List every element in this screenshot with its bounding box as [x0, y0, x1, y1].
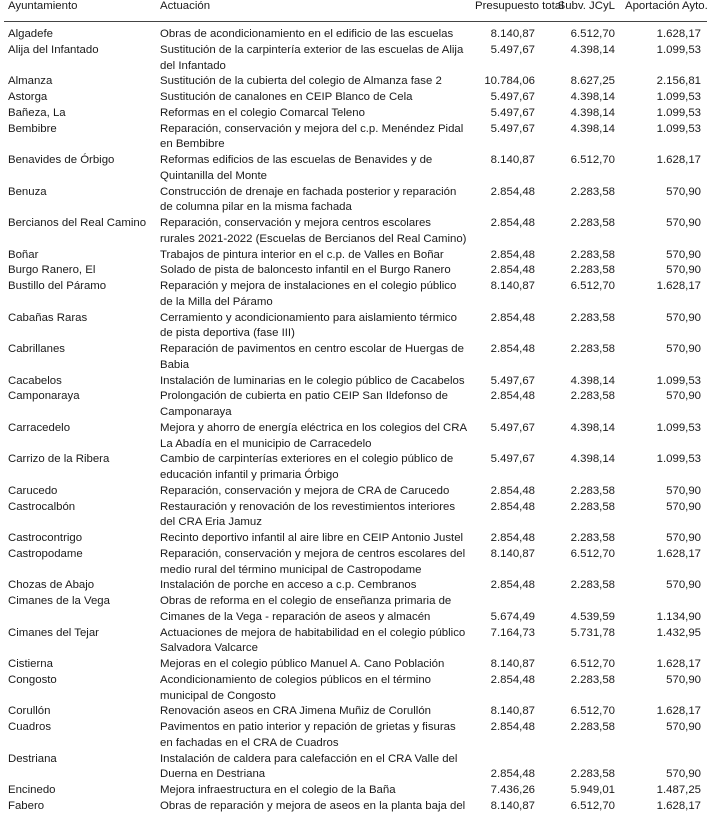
cell-subvencion: 6.512,70	[570, 705, 615, 718]
cell-actuacion: Mejoras en el colegio público Manuel A. Cano Población	[160, 658, 445, 670]
cell-actuacion: Reparación y mejora de instalaciones en el colegio público de la Milla del Páramo	[160, 280, 457, 308]
cell-actuacion: Sustitución de canalones en CEIP Blanco de Cela	[160, 91, 413, 103]
table-row	[4, 421, 707, 453]
cell-actuacion: Acondicionamiento de colegios públicos en el término municipal de Congosto	[160, 673, 432, 702]
cell-actuacion: Recinto deportivo infantil al aire libre en CEIP Antonio Justel	[160, 532, 464, 544]
cell-presupuesto: 2.854,48	[490, 673, 535, 686]
cell-subvencion: 2.283,58	[570, 217, 615, 229]
cell-ayuntamiento: Castrocalbón	[8, 500, 76, 513]
header-subvencion: Subv. JCyL	[541, 0, 621, 22]
subsidies-table	[4, 0, 707, 815]
cell-ayuntamiento: Astorga	[8, 91, 48, 103]
cell-presupuesto: 2.854,48	[490, 264, 535, 277]
cell-ayuntamiento: Algadefe	[8, 28, 53, 40]
cell-presupuesto: 2.854,48	[490, 390, 535, 403]
cell-aportacion: 1.099,53	[656, 421, 701, 434]
cell-actuacion: Instalación de luminarias en le colegio público de Cacabelos	[160, 374, 465, 387]
cell-subvencion: 5.731,78	[570, 626, 615, 639]
header-actuacion: Actuación	[156, 0, 471, 22]
cell-presupuesto: 5.497,67	[490, 43, 535, 56]
table-row	[4, 500, 707, 532]
cell-aportacion: 1.628,17	[656, 799, 701, 812]
cell-actuacion: Reparación de pavimentos en centro escolar de Huergas de Babia	[160, 343, 464, 371]
cell-ayuntamiento: Cabañas Raras	[8, 311, 88, 324]
table-row	[4, 216, 707, 248]
cell-ayuntamiento: Boñar	[8, 248, 39, 261]
cell-ayuntamiento: Alija del Infantado	[8, 43, 99, 56]
cell-aportacion: 1.099,53	[656, 43, 701, 56]
cell-presupuesto: 10.784,06	[484, 75, 535, 88]
cell-presupuesto: 5.497,67	[490, 91, 535, 103]
cell-presupuesto: 2.854,48	[490, 217, 535, 229]
cell-subvencion: 2.283,58	[570, 343, 615, 355]
table-row	[4, 547, 707, 579]
cell-ayuntamiento: Encinedo	[8, 784, 56, 796]
cell-aportacion: 1.432,95	[656, 626, 701, 639]
cell-subvencion: 2.283,58	[570, 311, 615, 324]
table-row	[4, 578, 707, 594]
cell-subvencion: 6.512,70	[570, 28, 615, 40]
cell-presupuesto: 5.497,67	[490, 453, 535, 466]
cell-aportacion: 570,90	[666, 768, 701, 781]
table-row	[4, 311, 707, 343]
cell-ayuntamiento: Cimanes del Tejar	[8, 626, 99, 639]
cell-ayuntamiento: Cistierna	[8, 658, 53, 670]
cell-actuacion: Reparación, conservación y mejora centros escolares rurales 2021-2022 (Escuelas de Bercianos del Real Camino)	[160, 217, 467, 245]
cell-ayuntamiento: Castrocontrigo	[8, 532, 83, 544]
cell-aportacion: 570,90	[666, 248, 701, 261]
cell-actuacion: Obras de reparación y mejora de aseos en la planta baja del	[160, 799, 466, 812]
cell-ayuntamiento: Castropodame	[8, 547, 83, 560]
cell-aportacion: 570,90	[666, 500, 701, 513]
cell-aportacion: 1.628,17	[656, 705, 701, 718]
cell-presupuesto: 2.854,48	[490, 311, 535, 324]
cell-presupuesto: 2.854,48	[490, 343, 535, 355]
cell-presupuesto: 5.497,67	[490, 421, 535, 434]
cell-subvencion: 2.283,58	[570, 500, 615, 513]
cell-ayuntamiento: Carracedelo	[8, 421, 71, 434]
header-aportacion: Aportación Ayto.	[621, 0, 707, 22]
cell-presupuesto: 8.140,87	[490, 280, 535, 292]
cell-ayuntamiento: Benavides de Órbigo	[8, 154, 115, 166]
cell-actuacion: Reparación, conservación y mejora del c.p. Menéndez Pidal en Bembibre	[160, 122, 464, 151]
table-row	[4, 389, 707, 421]
cell-presupuesto: 8.140,87	[490, 658, 535, 670]
table-row	[4, 106, 707, 122]
cell-aportacion: 570,90	[666, 721, 701, 733]
table-row	[4, 752, 707, 784]
cell-subvencion: 4.398,14	[570, 43, 615, 56]
cell-subvencion: 2.283,58	[570, 185, 615, 198]
cell-actuacion: Instalación de porche en acceso a c.p. Cembranos	[160, 579, 417, 592]
cell-presupuesto: 2.854,48	[490, 579, 535, 592]
cell-presupuesto: 8.140,87	[490, 28, 535, 40]
cell-ayuntamiento: Carrizo de la Ribera	[8, 453, 110, 466]
cell-subvencion: 2.283,58	[570, 390, 615, 403]
table-row	[4, 626, 707, 658]
table-row	[4, 484, 707, 500]
cell-subvencion: 4.398,14	[570, 91, 615, 103]
cell-aportacion: 570,90	[666, 264, 701, 277]
table-row	[4, 657, 707, 673]
cell-ayuntamiento: Bañeza, La	[8, 106, 66, 119]
cell-presupuesto: 7.436,26	[490, 784, 535, 796]
cell-aportacion: 570,90	[666, 311, 701, 324]
cell-actuacion: Reformas en el colegio Comarcal Teleno	[160, 106, 365, 119]
cell-aportacion: 1.487,25	[656, 784, 701, 796]
cell-aportacion: 1.099,53	[656, 122, 701, 135]
cell-actuacion: Actuaciones de mejora de habitabilidad en el colegio público Salvadora Valcarce	[160, 626, 466, 655]
cell-presupuesto: 5.674,49	[490, 610, 535, 623]
cell-actuacion: Cambio de carpinterías exteriores en el colegio público de educación infantil y primaria Órbigo	[160, 453, 454, 481]
cell-subvencion: 4.398,14	[570, 122, 615, 135]
table-row	[4, 122, 707, 154]
cell-aportacion: 1.628,17	[656, 658, 701, 670]
cell-subvencion: 2.283,58	[570, 579, 615, 592]
cell-subvencion: 6.512,70	[570, 799, 615, 812]
cell-subvencion: 2.283,58	[570, 721, 615, 733]
cell-presupuesto: 8.140,87	[490, 799, 535, 812]
cell-ayuntamiento: Cacabelos	[8, 374, 62, 387]
cell-presupuesto: 2.854,48	[490, 532, 535, 544]
cell-aportacion: 570,90	[666, 343, 701, 355]
cell-ayuntamiento: Congosto	[8, 673, 57, 686]
table-row	[4, 594, 707, 626]
cell-actuacion: Reparación, conservación y mejora de centros escolares del medio rural del término municipal de Castropodame	[160, 547, 466, 576]
cell-presupuesto: 5.497,67	[490, 122, 535, 135]
cell-subvencion: 2.283,58	[570, 248, 615, 261]
cell-aportacion: 1.099,53	[656, 91, 701, 103]
table-row	[4, 263, 707, 279]
cell-aportacion: 1.099,53	[656, 106, 701, 119]
cell-presupuesto: 5.497,67	[490, 374, 535, 387]
cell-ayuntamiento: Burgo Ranero, El	[8, 264, 96, 277]
cell-actuacion: Construcción de drenaje en fachada posterior y reparación de columna pilar en la misma fachada	[160, 185, 457, 214]
cell-ayuntamiento: Fabero	[8, 799, 45, 812]
cell-aportacion: 1.628,17	[656, 154, 701, 166]
cell-presupuesto: 8.140,87	[490, 705, 535, 718]
cell-presupuesto: 2.854,48	[490, 500, 535, 513]
cell-subvencion: 2.283,58	[570, 484, 615, 497]
table-row	[4, 342, 707, 374]
table-row	[4, 153, 707, 185]
cell-actuacion: Reparación, conservación y mejora de CRA de Carucedo	[160, 484, 450, 497]
cell-subvencion: 2.283,58	[570, 673, 615, 686]
cell-actuacion: Obras de acondicionamiento en el edificio de las escuelas	[160, 28, 454, 40]
cell-subvencion: 4.539,59	[570, 610, 615, 623]
cell-actuacion: Pavimentos en patio interior y repación de grietas y fisuras en fachadas en el CRA de Cuadros	[160, 721, 456, 749]
cell-subvencion: 4.398,14	[570, 421, 615, 434]
cell-ayuntamiento: Almanza	[8, 75, 53, 88]
cell-aportacion: 570,90	[666, 185, 701, 198]
cell-aportacion: 570,90	[666, 579, 701, 592]
cell-actuacion: Solado de pista de baloncesto infantil en el Burgo Ranero	[160, 264, 451, 277]
cell-subvencion: 6.512,70	[570, 280, 615, 292]
cell-subvencion: 4.398,14	[570, 374, 615, 387]
cell-subvencion: 6.512,70	[570, 154, 615, 166]
cell-actuacion: Sustitución de la carpintería exterior de las escuelas de Alija del Infantado	[160, 43, 464, 72]
cell-aportacion: 1.099,53	[656, 374, 701, 387]
cell-aportacion: 1.099,53	[656, 453, 701, 466]
cell-ayuntamiento: Bercianos del Real Camino	[8, 217, 147, 229]
cell-subvencion: 5.949,01	[570, 784, 615, 796]
cell-ayuntamiento: Cuadros	[8, 721, 52, 733]
cell-subvencion: 2.283,58	[570, 768, 615, 781]
cell-subvencion: 2.283,58	[570, 532, 615, 544]
cell-presupuesto: 8.140,87	[490, 547, 535, 560]
table-row	[4, 185, 707, 217]
cell-aportacion: 1.628,17	[656, 28, 701, 40]
table-row	[4, 673, 707, 705]
cell-ayuntamiento: Bembibre	[8, 122, 57, 135]
table-row	[4, 90, 707, 106]
cell-presupuesto: 7.164,73	[490, 626, 535, 639]
table-row	[4, 531, 707, 547]
cell-actuacion: Mejora infraestructura en el colegio de la Baña	[160, 784, 396, 796]
cell-subvencion: 6.512,70	[570, 547, 615, 560]
cell-presupuesto: 2.854,48	[490, 185, 535, 198]
cell-actuacion: Cerramiento y acondicionamiento para aislamiento térmico de pista deportiva (fase III)	[160, 311, 457, 340]
table-body	[4, 22, 707, 815]
cell-aportacion: 2.156,81	[656, 75, 701, 88]
cell-presupuesto: 2.854,48	[490, 721, 535, 733]
cell-aportacion: 1.628,17	[656, 280, 701, 292]
cell-presupuesto: 5.497,67	[490, 106, 535, 119]
cell-presupuesto: 2.854,48	[490, 248, 535, 261]
cell-ayuntamiento: Carucedo	[8, 484, 58, 497]
cell-aportacion: 570,90	[666, 390, 701, 403]
cell-ayuntamiento: Bustillo del Páramo	[8, 280, 107, 292]
table-header	[4, 0, 707, 22]
table-row	[4, 783, 707, 799]
cell-subvencion: 6.512,70	[570, 658, 615, 670]
cell-ayuntamiento: Camponaraya	[8, 390, 80, 403]
cell-actuacion: Trabajos de pintura interior en el c.p. de Valles en Boñar	[160, 248, 444, 261]
table-row	[4, 374, 707, 390]
cell-actuacion: Obras de reforma en el colegio de enseñanza primaria de Cimanes de la Vega - reparación de aseos y almacén	[160, 595, 452, 623]
header-ayuntamiento: Ayuntamiento	[4, 0, 156, 22]
table-row	[4, 248, 707, 264]
cell-actuacion: Restauración y renovación de los revestimientos interiores del CRA Eria Jamuz	[160, 500, 456, 529]
cell-ayuntamiento: Corullón	[8, 705, 51, 718]
table-row	[4, 279, 707, 311]
cell-actuacion: Instalación de caldera para calefacción en el CRA Valle del Duerna en Destriana	[160, 752, 458, 781]
header-presupuesto: Presupuesto total	[471, 0, 541, 22]
cell-actuacion: Reformas edificios de las escuelas de Benavides y de Quintanilla del Monte	[160, 154, 433, 182]
cell-presupuesto: 2.854,48	[490, 484, 535, 497]
table-row	[4, 452, 707, 484]
cell-actuacion: Sustitución de la cubierta del colegio de Almanza fase 2	[160, 75, 442, 88]
cell-aportacion: 570,90	[666, 532, 701, 544]
cell-actuacion: Mejora y ahorro de energía eléctrica en los colegios del CRA La Abadía en el municipio de Carracedelo	[160, 421, 467, 450]
cell-actuacion: Prolongación de cubierta en patio CEIP San Ildefonso de Camponaraya	[160, 390, 448, 418]
cell-ayuntamiento: Cimanes de la Vega	[8, 595, 110, 607]
table-row	[4, 74, 707, 90]
table-row	[4, 720, 707, 752]
cell-aportacion: 570,90	[666, 484, 701, 497]
table-row	[4, 704, 707, 720]
cell-subvencion: 2.283,58	[570, 264, 615, 277]
cell-presupuesto: 8.140,87	[490, 154, 535, 166]
cell-subvencion: 4.398,14	[570, 453, 615, 466]
table-row	[4, 799, 707, 815]
cell-subvencion: 8.627,25	[570, 75, 615, 88]
cell-ayuntamiento: Cabrillanes	[8, 343, 65, 355]
cell-aportacion: 570,90	[666, 673, 701, 686]
cell-subvencion: 4.398,14	[570, 106, 615, 119]
cell-aportacion: 1.628,17	[656, 547, 701, 560]
cell-actuacion: Renovación aseos en CRA Jimena Muñiz de Corullón	[160, 705, 431, 718]
cell-aportacion: 1.134,90	[656, 610, 701, 623]
cell-ayuntamiento: Destriana	[8, 752, 57, 765]
cell-aportacion: 570,90	[666, 217, 701, 229]
cell-presupuesto: 2.854,48	[490, 768, 535, 781]
table-row	[4, 43, 707, 75]
cell-ayuntamiento: Benuza	[8, 185, 47, 198]
table-row	[4, 22, 707, 43]
cell-ayuntamiento: Chozas de Abajo	[8, 579, 95, 592]
header-row	[4, 0, 707, 22]
